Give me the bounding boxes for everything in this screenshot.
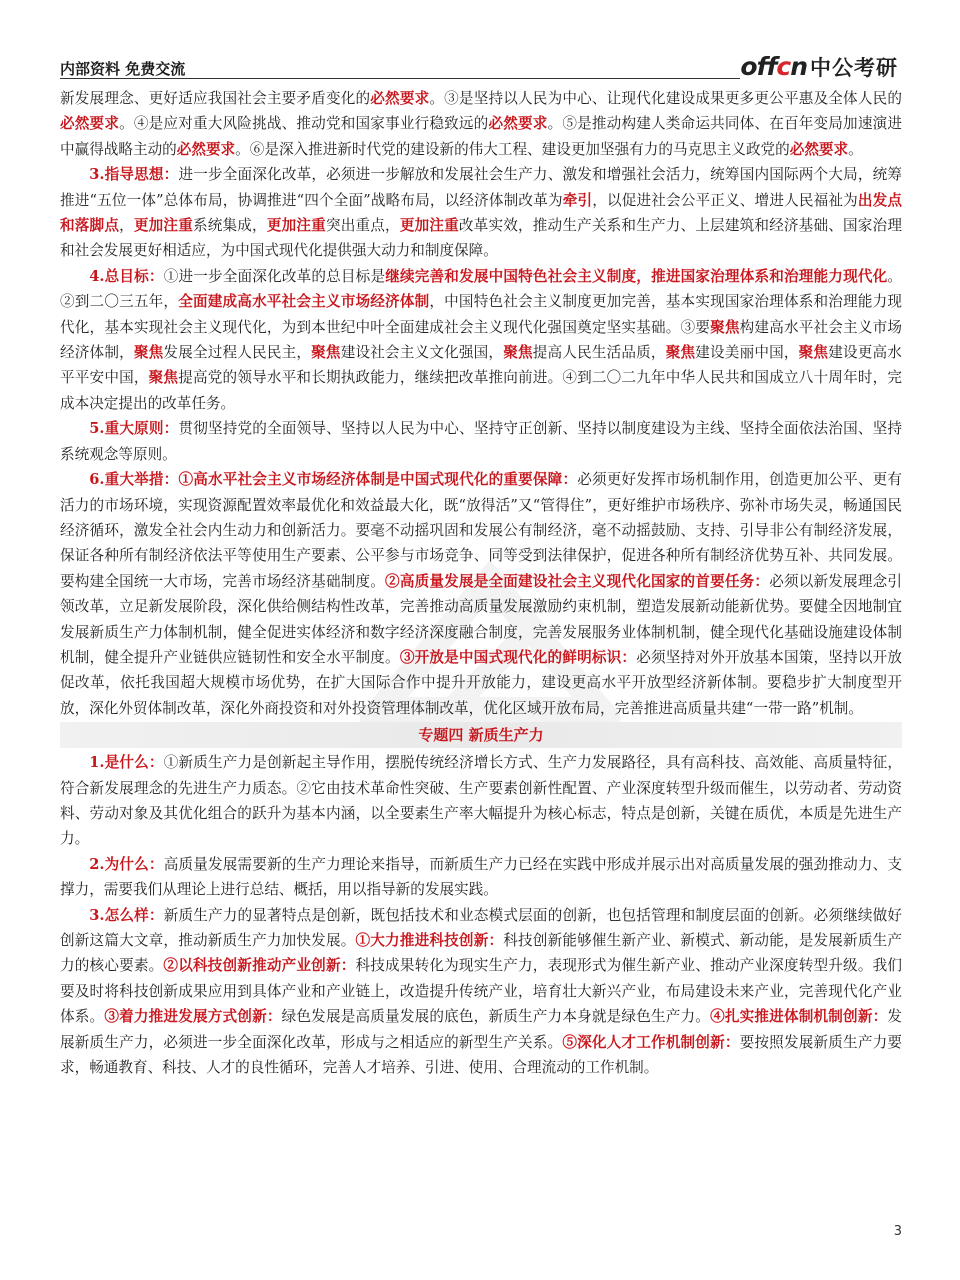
highlight-text: 聚焦 bbox=[148, 369, 179, 387]
body-text: 必须更好发挥市场机制作用，创造更加公平、更有活力的市场环境，实现资源配置效率最优化和效益最大化，既“放得活”又“管得住”，更好维护市场秩序、弥补市场失灵，畅通国民经济循环，激发全社会内生动力和创新活力。要毫不动摇巩固和发展公有制经济，毫不动摇鼓励、支持、引导非公有制经济发展，保证各种所有制经济依法平等使用生产要素、公平参与市场竞争、同等受到法律保护，促进各种所有制经济优势互补、共同发展。要构建全国统一大市场，完善市场经济基础制度。 bbox=[60, 471, 902, 590]
body-text: 科技创新能够催生新产业、新模式、新动能，是发展新质生产力的核心要素。 bbox=[60, 932, 902, 975]
body-text: 。④是应对重大风险挑战、推动党和国家事业行稳致远的 bbox=[119, 115, 489, 133]
body-text: ①新质生产力是创新起主导作用，摆脱传统经济增长方式、生产力发展路径，具有高科技、高效能、高质量特征，符合新发展理念的先进生产力质态。②它由技术革命性突破、生产要素创新性配置、产业深度转型升级而催生，以劳动者、劳动资料、劳动对象及其优化组合的跃升为基本内涵，以全要素生产率大幅提升为核心标志，特点是创新，关键在质优，本质是先进生产力。 bbox=[60, 754, 902, 848]
highlight-text: ①高水平社会主义市场经济体制是中国式现代化的重要保障： bbox=[178, 471, 578, 489]
body-text: 进一步全面深化改革，必须进一步解放和发展社会生产力、激发和增强社会活力，统筹国内国际两个大局，统筹推进“五位一体”总体布局，协调推进“四个全面”战略布局，以经济体制改革为 bbox=[60, 166, 902, 209]
body-text: ， bbox=[119, 217, 134, 235]
paragraph-what-is bbox=[60, 750, 902, 852]
body-text: 建设更高水平平安中国， bbox=[60, 344, 902, 387]
highlight-text: 聚焦 bbox=[710, 318, 740, 336]
body-text: 新质生产力的显著特点是创新，既包括技术和业态模式层面的创新，也包括管理和制度层面的创新。必须继续做好创新这篇大文章，推动新质生产力加快发展。 bbox=[60, 906, 902, 949]
header-rule bbox=[60, 78, 740, 79]
highlight-text: 出发点和落脚点 bbox=[60, 191, 902, 235]
body-text: 贯彻坚持党的全面领导、坚持以人民为中心、坚持守正创新、坚持以制度建设为主线、坚持全面依法治国、坚持系统观念等原则。 bbox=[60, 420, 902, 463]
highlight-text: ③开放是中国式现代化的鲜明标识： bbox=[399, 648, 637, 666]
highlight-text: 聚焦 bbox=[311, 344, 341, 362]
body-text: 提高党的领导水平和长期执政能力，继续把改革推向前进。④到二〇二九年中华人民共和国成立八十周年时，完成本决定提出的改革任务。 bbox=[60, 369, 902, 412]
paragraph-why bbox=[60, 852, 902, 903]
body-text: 建设美丽中国， bbox=[695, 344, 799, 362]
highlight-text: 必然要求 bbox=[176, 140, 236, 158]
highlight-text: 牵引 bbox=[562, 191, 593, 209]
paragraph-how bbox=[60, 903, 902, 1081]
logo-en bbox=[740, 52, 807, 81]
paragraph-continuation bbox=[60, 86, 902, 162]
body-text: ，以促进社会公平正义、增进人民福祉为 bbox=[592, 191, 858, 209]
highlight-text: ③着力推进发展方式创新： bbox=[104, 1008, 282, 1026]
highlight-text: 全面建成高水平社会主义市场经济体制 bbox=[178, 293, 430, 311]
paragraph-major-measures bbox=[60, 467, 902, 721]
body-text: 发展全过程人民民主， bbox=[163, 344, 312, 362]
logo-en-part-3: n bbox=[790, 52, 807, 81]
paragraph-guiding-ideology bbox=[60, 162, 902, 264]
body-text: 。②到二〇三五年， bbox=[60, 267, 902, 311]
highlight-text: 聚焦 bbox=[665, 344, 696, 362]
highlight-text: 必然要求 bbox=[370, 90, 430, 107]
highlight-text: ①大力推进科技创新： bbox=[355, 932, 504, 949]
body-text: 系统集成， bbox=[192, 217, 267, 235]
body-text: 必须以新发展理念引领改革，立足新发展阶段，深化供给侧结构性改革，完善推动高质量发展激励约束机制，塑造发展新动能新优势。要健全因地制宜发展新质生产力体制机制，健全促进实体经济和数字经济深度融合制度，完善发展服务业体制机制，健全现代化基础设施建设体制机制，健全提升产业链供应链韧性和安全水平制度。 bbox=[60, 572, 902, 666]
highlight-text: 必然要求 bbox=[789, 140, 849, 158]
body-text: 发展新质生产力，必须进一步全面深化改革，形成与之相适应的新型生产关系。 bbox=[60, 1008, 902, 1051]
body-text: ①进一步全面深化改革的总目标是 bbox=[163, 267, 386, 285]
highlight-text: ④扎实推进体制机制创新： bbox=[710, 1008, 888, 1026]
body-text: 改革实效，推动生产关系和生产力、上层建筑和经济基础、国家治理和社会发展更好相适应，为中国式现代化提供强大动力和制度保障。 bbox=[60, 217, 902, 260]
highlight-text: 必然要求 bbox=[60, 115, 120, 133]
body-text: 科技成果转化为现实生产力，表现形式为催生新产业、推动产业深度转型升级。我们要及时将科技创新成果应用到具体产业和产业链上，改造提升传统产业，培育壮大新兴产业，布局建设未来产业，完善现代化产业体系。 bbox=[60, 957, 902, 1026]
document-body bbox=[60, 86, 902, 1080]
page-number: 3 bbox=[893, 1224, 902, 1239]
body-text: 。③是坚持以人民为中心、让现代化建设成果更多更公平惠及全体人民的 bbox=[429, 90, 902, 107]
body-text: 绿色发展是高质量发展的底色，新质生产力本身就是绿色生产力。 bbox=[281, 1008, 711, 1026]
highlight-text: 聚焦 bbox=[503, 344, 533, 362]
body-text: 。⑥是深入推进新时代党的建设新的伟大工程、建设更加坚强有力的马克思主义政党的 bbox=[235, 140, 790, 158]
body-text: 。⑤是推动构建人类命运共同体、在百年变局加速演进中赢得战略主动的 bbox=[60, 115, 902, 158]
highlight-text: ②高质量发展是全面建设社会主义现代化国家的首要任务： bbox=[385, 572, 770, 590]
highlight-text: 聚焦 bbox=[798, 344, 829, 362]
logo-cn: 中公考研 bbox=[810, 56, 898, 80]
body-text: 建设社会主义文化强国， bbox=[340, 344, 504, 362]
body-text: 要按照发展新质生产力要求，畅通教育、科技、人才的良性循环，完善人才培养、引进、使用、合理流动的工作机制。 bbox=[60, 1033, 902, 1077]
section-title: 专题四 新质生产力 bbox=[60, 722, 902, 748]
body-text: 提高人民生活品质， bbox=[532, 344, 666, 362]
offcn-logo bbox=[740, 52, 898, 82]
item-label: 6.重大举措： bbox=[89, 471, 179, 489]
item-label: 5.重大原则： bbox=[89, 420, 179, 438]
item-label: 3.怎么样： bbox=[89, 906, 164, 924]
item-label: 1.是什么： bbox=[89, 754, 164, 772]
highlight-text: 更加注重 bbox=[133, 217, 193, 235]
highlight-text: 更加注重 bbox=[399, 217, 459, 235]
highlight-text: ②以科技创新推动产业创新： bbox=[163, 957, 356, 975]
paragraph-overall-goal bbox=[60, 264, 902, 416]
highlight-text: 继续完善和发展中国特色社会主义制度，推进国家治理体系和治理能力现代化 bbox=[385, 267, 888, 285]
highlight-text: 必然要求 bbox=[488, 115, 548, 133]
highlight-text: 聚焦 bbox=[133, 344, 164, 362]
item-label: 2.为什么： bbox=[89, 855, 164, 873]
body-text: 新发展理念、更好适应我国社会主要矛盾变化的 bbox=[60, 90, 371, 107]
logo-en-part-2: c bbox=[776, 52, 791, 81]
header-label: 内部资料 免费交流 bbox=[60, 60, 186, 78]
body-text: ，中国特色社会主义制度更加完善，基本实现国家治理体系和治理能力现代化，基本实现社会主义现代化，为到本世纪中叶全面建成社会主义现代化强国奠定坚实基础。③要 bbox=[60, 293, 902, 336]
body-text: 必须坚持对外开放基本国策，坚持以开放促改革，依托我国超大规模市场优势，在扩大国际合作中提升开放能力，建设更高水平开放型经济新体制。要稳步扩大制度型开放，深化外贸体制改革，深化外商投资和对外投资管理体制改革，优化区域开放布局，完善推进高质量共建“一带一路”机制。 bbox=[60, 648, 902, 717]
item-label: 3.指导思想： bbox=[89, 166, 179, 184]
body-text: 高质量发展需要新的生产力理论来指导，而新质生产力已经在实践中形成并展示出对高质量发展的强劲推动力、支撑力，需要我们从理论上进行总结、概括，用以指导新的发展实践。 bbox=[60, 855, 902, 899]
page-header bbox=[60, 54, 898, 82]
body-text: 突出重点， bbox=[325, 217, 400, 235]
logo-en-part-1: off bbox=[740, 52, 777, 81]
item-label: 4.总目标： bbox=[89, 267, 164, 285]
paragraph-major-principles bbox=[60, 416, 902, 467]
highlight-text: 更加注重 bbox=[266, 217, 326, 235]
body-text: 。 bbox=[848, 140, 863, 158]
highlight-text: ⑤深化人才工作机制创新： bbox=[562, 1033, 740, 1051]
body-text: 构建高水平社会主义市场经济体制， bbox=[60, 318, 902, 362]
